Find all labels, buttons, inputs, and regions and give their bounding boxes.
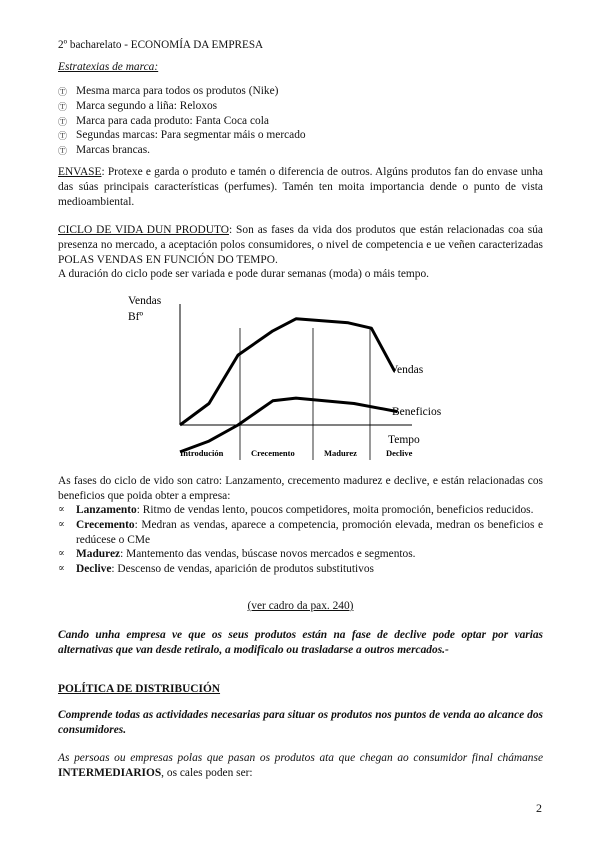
envase-paragraph xyxy=(58,165,543,209)
bullet-icon: ∝ xyxy=(58,504,65,515)
bullet-icon: ∝ xyxy=(58,563,65,575)
intermediaries-term: INTERMEDIARIOS xyxy=(58,766,162,779)
page-header: 2º bacharelato - ECONOMÍA DA EMPRESA xyxy=(58,39,264,51)
x-axis-label: Tempo xyxy=(388,434,420,446)
phase-term: Declive xyxy=(76,563,112,576)
list-item-text: Marca para cada produto: Fanta Coca cola xyxy=(76,114,269,127)
brand-heading xyxy=(58,60,543,75)
distribution-definition: Comprende todas as actividades necesarias para situar os produtos nos puntos de venda ao alcance dos consumidores. xyxy=(58,709,543,736)
bullet-icon: Ⓣ xyxy=(58,146,68,157)
reference-link[interactable]: (ver cadro da pax. 240) xyxy=(247,600,354,612)
series-label-beneficios: Beneficios xyxy=(392,406,442,418)
bullet-icon: Ⓣ xyxy=(58,101,68,112)
bullet-icon: ∝ xyxy=(58,518,65,530)
phase-label-introducion: Introdución xyxy=(180,448,224,458)
list-item xyxy=(58,99,543,114)
bullet-icon: Ⓣ xyxy=(58,87,68,97)
phases-intro: As fases do ciclo de vido son catro: Lanzamento, crecemento madurez e declive, e están relacionadas cos beneficios que poida obter a empresa: xyxy=(58,475,543,502)
list-item xyxy=(58,84,543,99)
brand-heading-text: Estratexias de marca: xyxy=(58,61,159,73)
list-item xyxy=(58,114,543,129)
y-axis-label-line1: Vendas xyxy=(128,295,162,307)
list-item xyxy=(58,518,543,548)
phase-label-madurez: Madurez xyxy=(324,448,357,458)
product-life-cycle-chart xyxy=(120,290,460,462)
brand-list xyxy=(58,84,543,158)
decline-conclusion: Cando unha empresa ve que os seus produtos están na fase de declive pode optar por varias alternativas que van desde retiralo, a modificalo ou trasladarse a outros mercados.- xyxy=(58,629,543,656)
list-item-text: Marcas brancas. xyxy=(76,144,151,157)
phases-list xyxy=(58,503,543,577)
list-item xyxy=(58,143,543,158)
bullet-icon: Ⓣ xyxy=(58,116,68,127)
phase-text: : Medran as vendas, aparece a competencia, promoción elevada, medran os beneficios e redúcese o CMe xyxy=(76,518,543,546)
bullet-icon: ∝ xyxy=(58,548,65,560)
list-item-text: Segundas marcas: Para segmentar máis o mercado xyxy=(76,129,306,142)
ciclo-paragraph xyxy=(58,223,543,267)
series-label-vendas: Vendas xyxy=(390,364,424,376)
page-number: 2 xyxy=(536,801,542,815)
list-item xyxy=(58,128,543,143)
phase-term: Lanzamento xyxy=(76,504,137,516)
ciclo-term: CICLO DE VIDA DUN PRODUTO xyxy=(58,224,229,236)
y-axis-label-line2: Bfº xyxy=(128,311,144,323)
list-item xyxy=(58,562,543,577)
intermediaries-paragraph xyxy=(58,751,543,781)
ciclo-text: : Son as fases da vida dos produtos que están relacionadas coa súa presenza no mercado, a aceptación polos consumidores, o nivel de competencia e ue veñen caracterizadas POLAS VENDAS EN FUNCIÓN DO TEMPO. xyxy=(58,224,543,266)
ciclo-duration: A duración do ciclo pode ser variada e pode durar semanas (moda) o máis tempo. xyxy=(58,268,430,280)
reference-note xyxy=(58,599,543,614)
intermediaries-pre: As persoas ou empresas polas que pasan os produtos ata que chegan ao consumidor final chámanse xyxy=(58,752,543,764)
series-line-vendas xyxy=(180,319,395,425)
phase-text: : Mantemento das vendas, búscase novos mercados e segmentos. xyxy=(120,548,416,561)
bullet-icon: Ⓣ xyxy=(58,131,68,142)
intermediaries-post: , os cales poden ser: xyxy=(161,766,253,779)
phase-term: Crecemento xyxy=(76,518,135,531)
phase-text: : Ritmo de vendas lento, poucos competidores, moita promoción, beneficios reducidos. xyxy=(136,504,534,516)
phase-label-declive: Declive xyxy=(386,448,413,458)
list-item-text: Marca segundo a liña: Reloxos xyxy=(76,99,218,112)
envase-term: ENVASE xyxy=(58,166,102,178)
list-item xyxy=(58,547,543,562)
list-item-text: Mesma marca para todos os produtos (Nike) xyxy=(76,85,279,97)
phase-label-crecemento: Crecemento xyxy=(251,448,295,458)
envase-text: : Protexe e garda o produto e tamén o diferencia de outros. Algúns produtos fan do envase unha das súas principais características (perfumes). Tamén ten moita importancia dende o punto de vista medioambiental. xyxy=(58,166,543,208)
phase-term: Madurez xyxy=(76,548,121,561)
list-item xyxy=(58,503,543,518)
distribution-heading xyxy=(58,682,543,697)
distribution-heading-text: POLÍTICA DE DISTRIBUCIÓN xyxy=(58,683,221,695)
phase-text: : Descenso de vendas, aparición de produtos substitutivos xyxy=(111,563,374,576)
